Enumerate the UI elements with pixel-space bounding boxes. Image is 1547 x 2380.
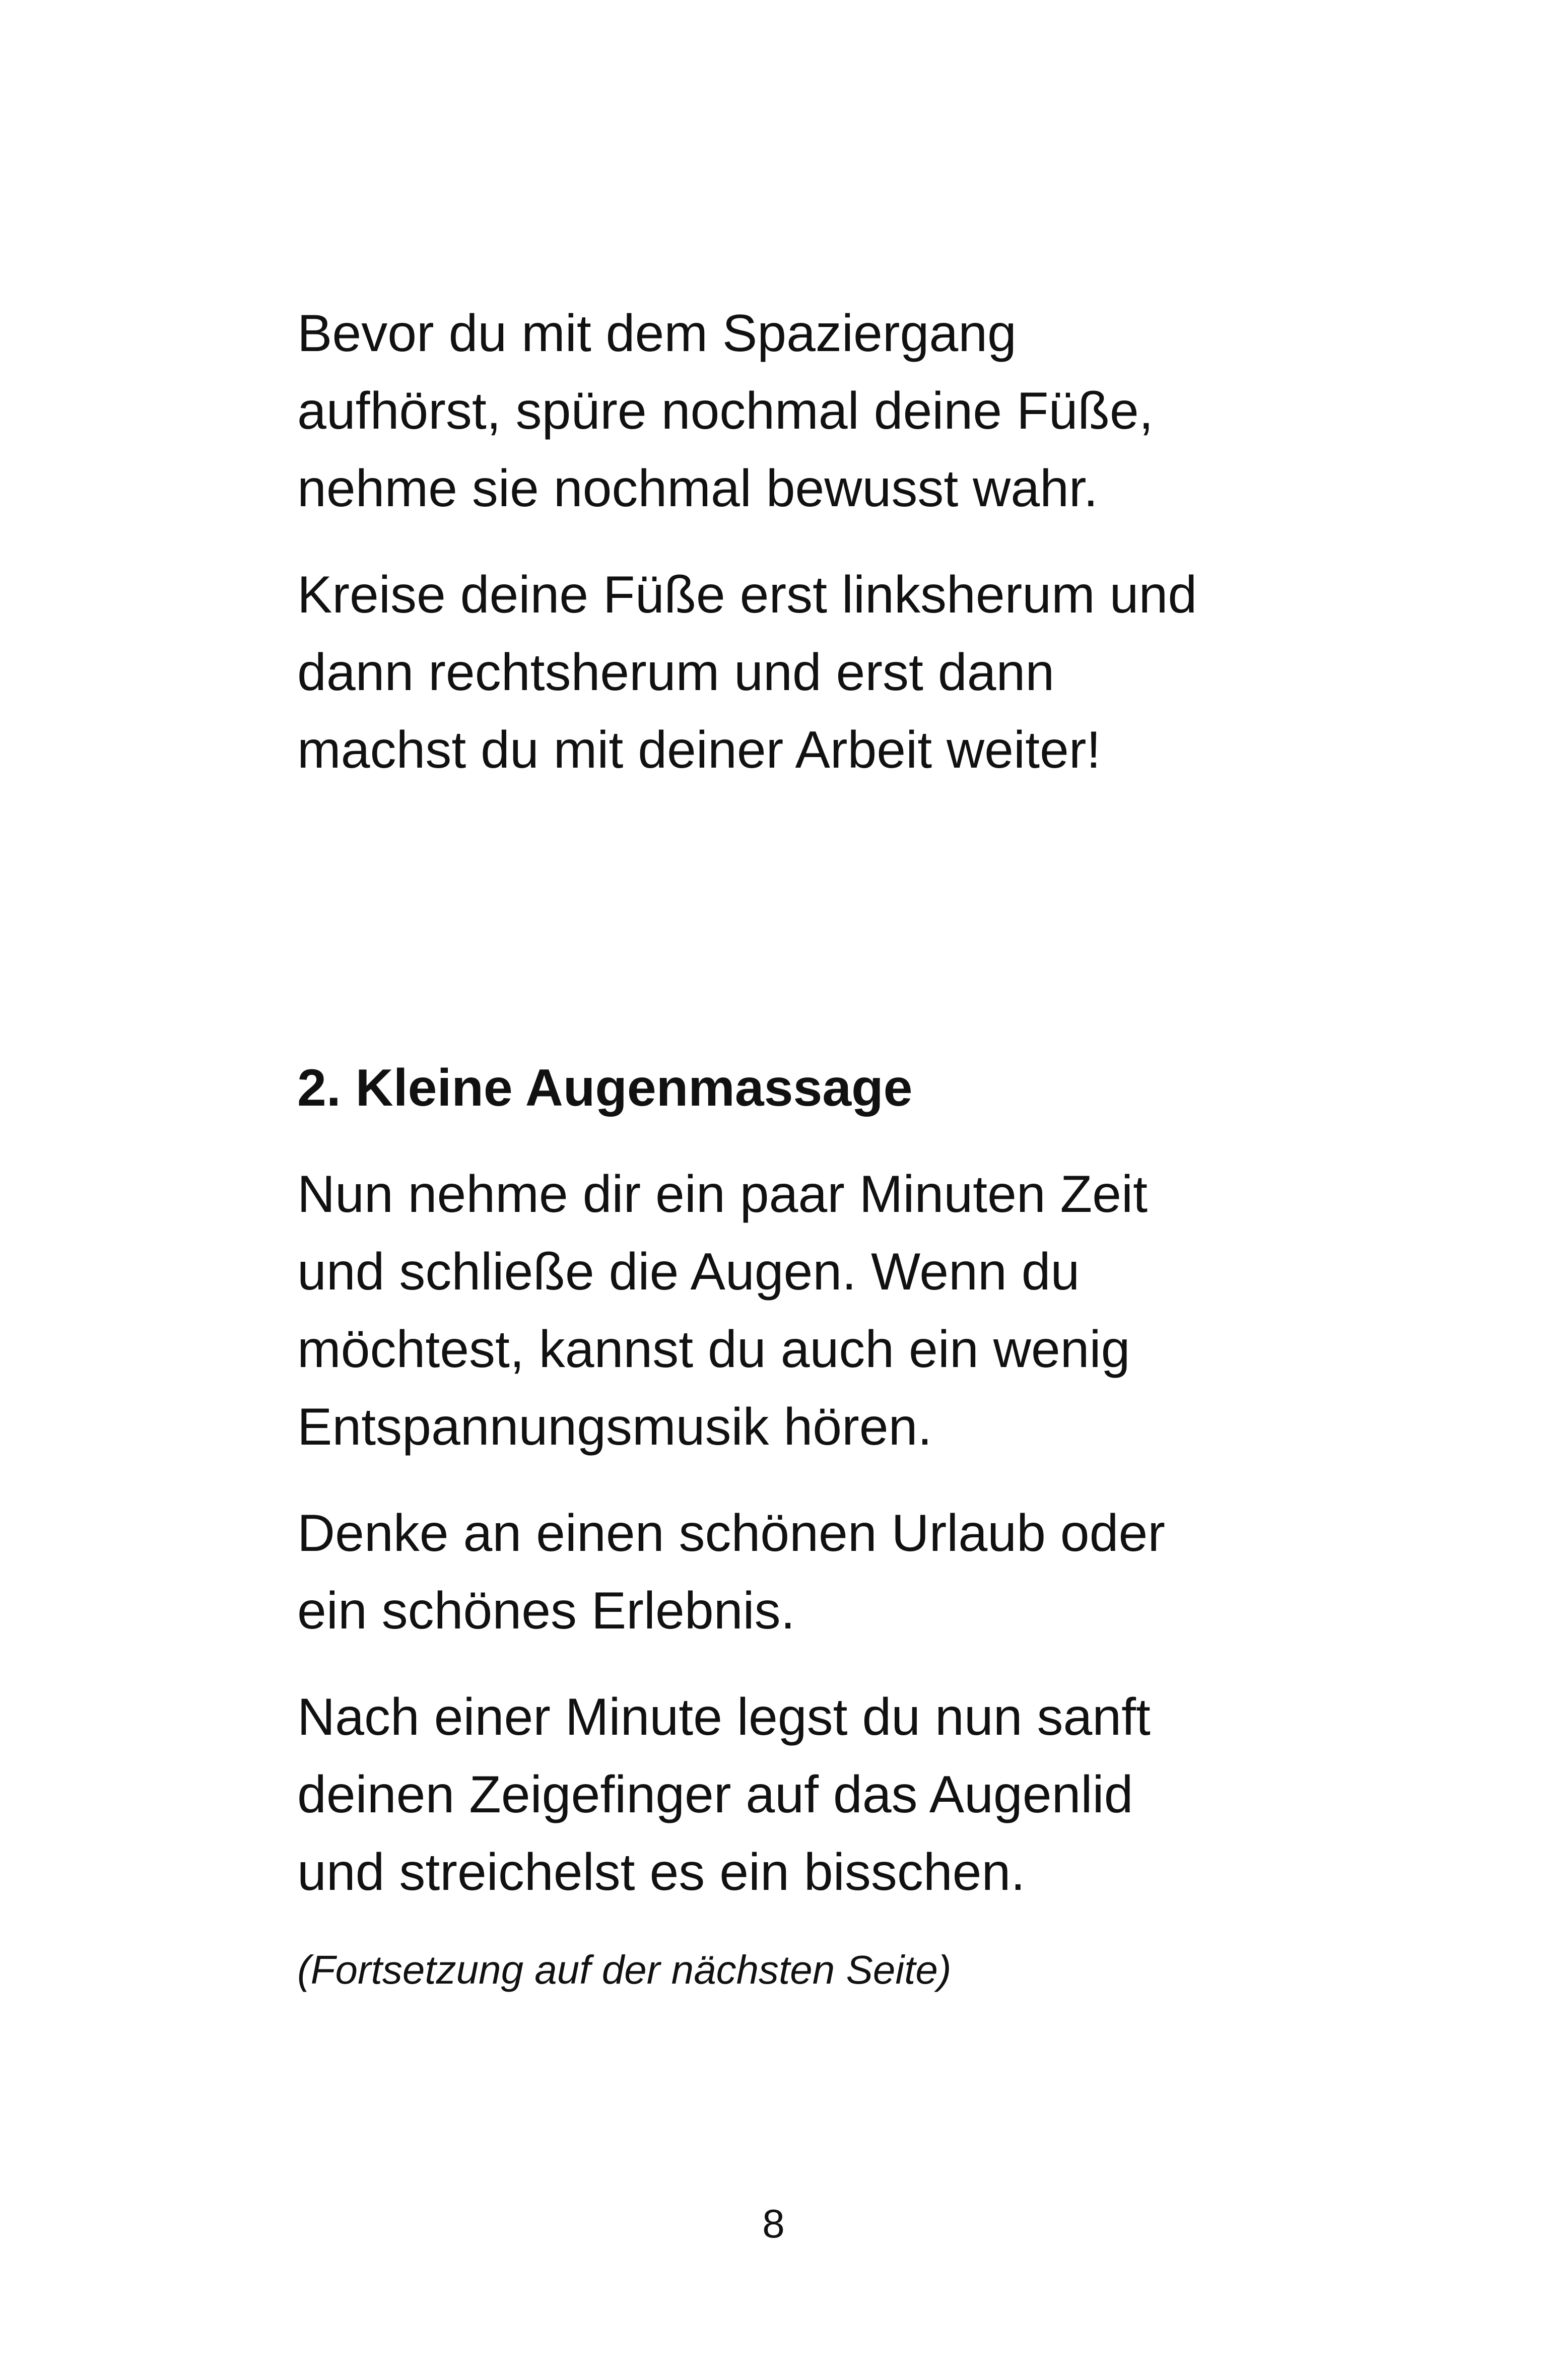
paragraph-walk-end: Bevor du mit dem Spaziergang aufhörst, spüre nochmal deine Füße, nehme sie nochmal bewusst wahr. — [297, 304, 1154, 518]
page-content — [297, 295, 1244, 2000]
paragraph-foot-circles: Kreise deine Füße erst linksherum und dann rechtsherum und erst dann machst du mit deiner Arbeit weiter! — [297, 566, 1197, 779]
paragraph-eyelid-massage: Nach einer Minute legst du nun sanft deinen Zeigefinger auf das Augenlid und streichelst es ein bisschen. — [297, 1688, 1151, 1901]
continuation-note: (Fortsetzung auf der nächsten Seite) — [297, 1947, 952, 1992]
section-spacer — [297, 818, 1244, 1049]
paragraph-think-vacation: Denke an einen schönen Urlaub oder ein schönes Erlebnis. — [297, 1504, 1165, 1640]
section-heading: 2. Kleine Augenmassage — [297, 1059, 913, 1117]
page-number: 8 — [762, 2201, 785, 2246]
paragraph-close-eyes: Nun nehme dir ein paar Minuten Zeit und schließe die Augen. Wenn du möchtest, kannst du auch ein wenig Entspannungsmusik hören. — [297, 1165, 1148, 1456]
